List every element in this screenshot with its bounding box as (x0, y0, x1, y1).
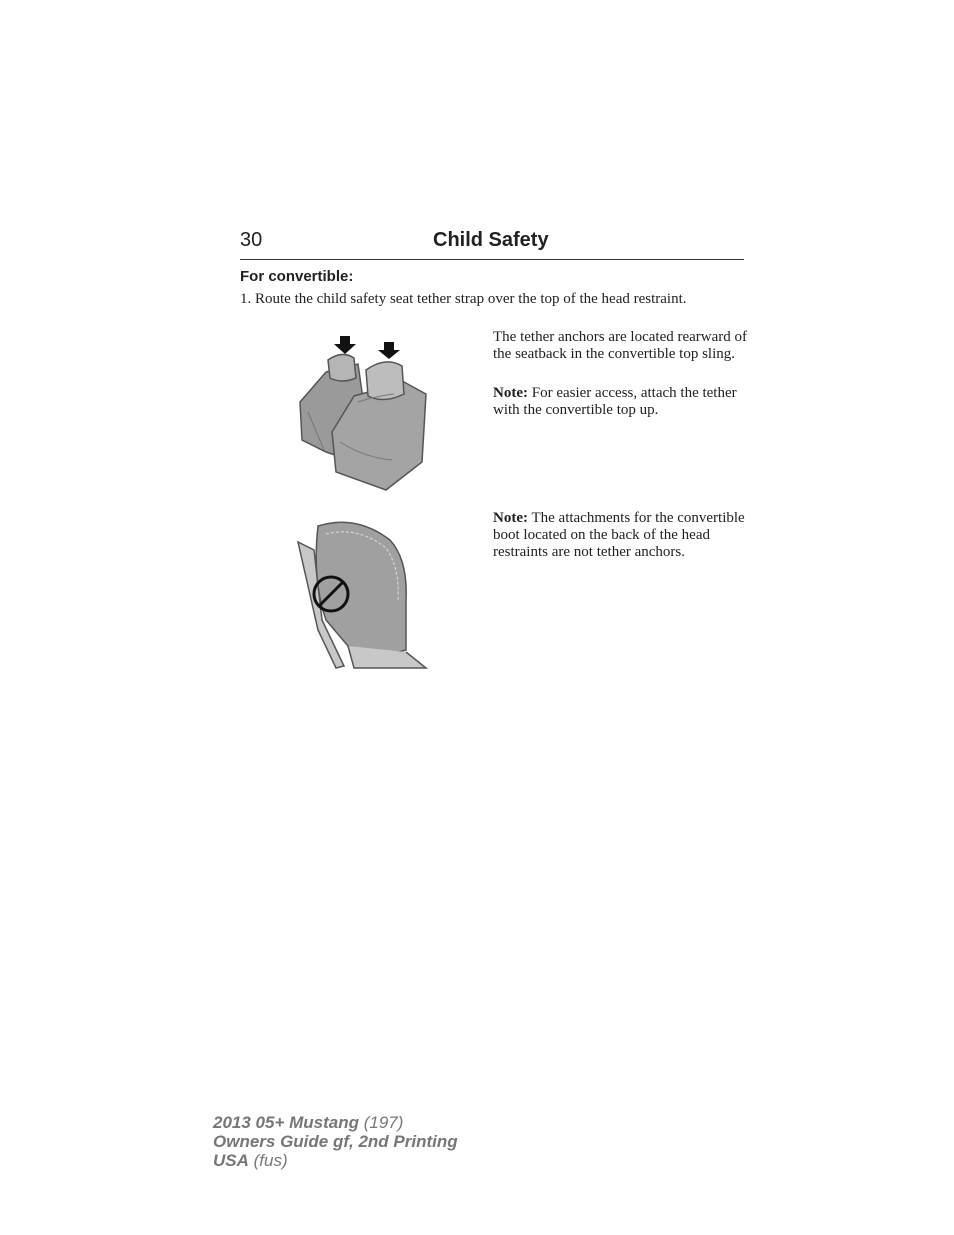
seat-tether-illustration (296, 332, 436, 492)
page-number: 30 (240, 229, 263, 251)
page-header (240, 229, 744, 260)
down-arrow-icon (378, 342, 400, 359)
footer-line-1: 2013 05+ Mustang (197) (213, 1113, 404, 1132)
step-1-text: 1. Route the child safety seat tether strap over the top of the head restraint. (240, 291, 687, 307)
note-easier-access (493, 385, 748, 419)
section-title: Child Safety (433, 229, 549, 251)
note-convertible-boot (493, 510, 748, 561)
note-text: The attachments for the convertible boot located on the back of the head restraints are not tether anchors. (493, 510, 745, 560)
page-footer (213, 1113, 458, 1170)
subheading: For convertible: (240, 268, 354, 285)
note-label: Note: (493, 510, 528, 526)
note-text: For easier access, attach the tether with the convertible top up. (493, 385, 737, 418)
down-arrow-icon (334, 336, 356, 354)
note-label: Note: (493, 385, 528, 401)
footer-line-3: USA (fus) (213, 1151, 288, 1170)
footer-line-2: Owners Guide gf, 2nd Printing (213, 1132, 458, 1151)
paragraph-tether-anchors: The tether anchors are located rearward of the seatback in the convertible top sling. (493, 329, 748, 362)
head-restraint-illustration (296, 520, 431, 670)
